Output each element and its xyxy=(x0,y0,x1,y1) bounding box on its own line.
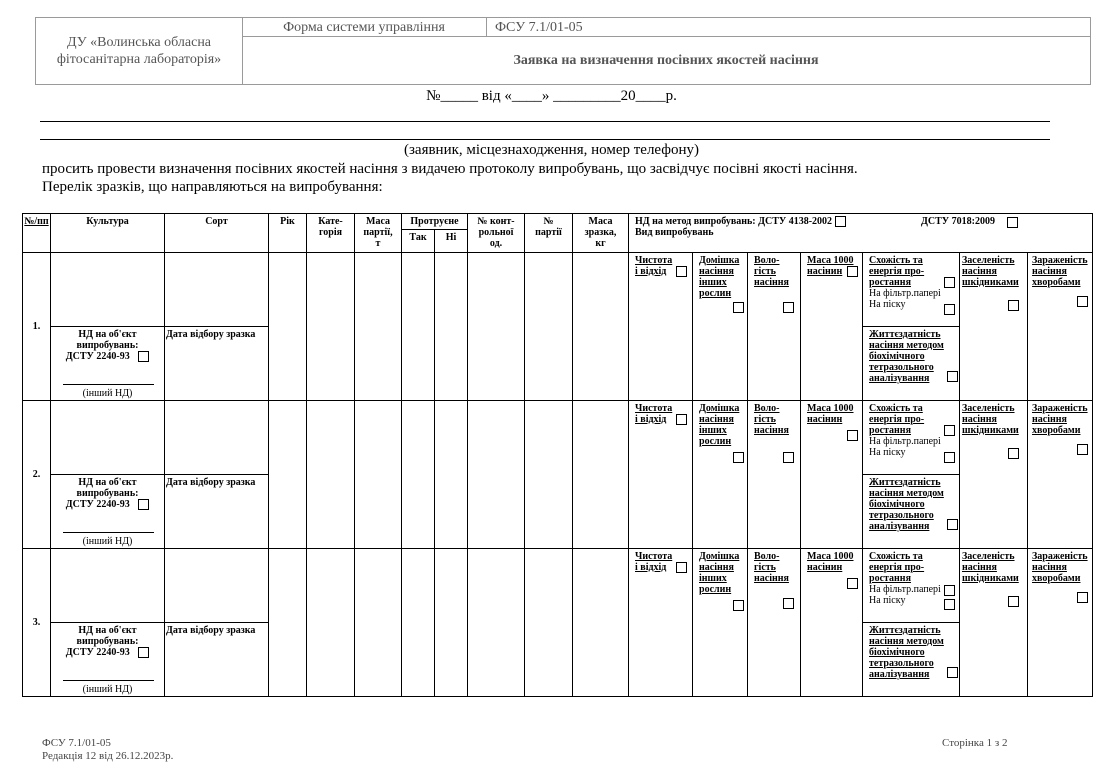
viability-checkbox[interactable] xyxy=(947,667,958,678)
test-diseases: Зараженість насіння хворобами xyxy=(1028,253,1093,401)
variety-cell[interactable] xyxy=(165,401,269,475)
samples-table xyxy=(22,213,1093,697)
test-viability: Життєздатність насіння методом біохімічного тетразольного аналізування xyxy=(863,475,960,549)
batch-mass-cell[interactable] xyxy=(355,253,402,401)
test-germination: Схожість та енергія про- ростання На фільтр.папері На піску xyxy=(863,253,960,327)
sample-mass-cell[interactable] xyxy=(573,401,629,549)
form-code: ФСУ 7.1/01-05 xyxy=(487,18,1090,37)
category-cell[interactable] xyxy=(307,549,355,697)
batch-mass-cell[interactable] xyxy=(355,549,402,697)
category-cell[interactable] xyxy=(307,253,355,401)
col-treated-no-header: Ні xyxy=(435,230,468,253)
admixture-checkbox[interactable] xyxy=(733,452,744,463)
col-variety-header: Сорт xyxy=(165,214,269,253)
col-number-header: №/пп xyxy=(23,214,51,253)
moisture-checkbox[interactable] xyxy=(783,302,794,313)
year-cell[interactable] xyxy=(269,549,307,697)
test-diseases: Зараженість насіння хворобами xyxy=(1028,401,1093,549)
test-pests: Заселеність насіння шкідниками xyxy=(960,549,1028,697)
sample-mass-cell[interactable] xyxy=(573,253,629,401)
test-admixture: Домішка насіння інших рослин xyxy=(693,253,748,401)
diseases-checkbox[interactable] xyxy=(1077,592,1088,603)
document-title: Заявка на визначення посівних якостей насіння xyxy=(513,52,819,68)
request-text: просить провести визначення посівних якостей насіння з видачею протоколу випробувань, що засвідчує посівні якості насіння. xyxy=(42,161,858,177)
variety-cell[interactable] xyxy=(165,253,269,327)
test-purity: Чистота і відхід xyxy=(629,253,693,401)
test-moisture: Воло- гість насіння xyxy=(748,253,801,401)
test-viability: Життєздатність насіння методом біохімічного тетразольного аналізування xyxy=(863,623,960,697)
pests-checkbox[interactable] xyxy=(1008,448,1019,459)
dstu-7018-checkbox[interactable] xyxy=(1007,217,1018,228)
culture-cell[interactable] xyxy=(51,401,165,475)
purity-checkbox[interactable] xyxy=(676,562,687,573)
treated-no-cell[interactable] xyxy=(435,401,468,549)
year-cell[interactable] xyxy=(269,253,307,401)
footer-edition: Редакція 12 від 26.12.2023р. xyxy=(42,750,174,762)
diseases-checkbox[interactable] xyxy=(1077,444,1088,455)
treated-yes-cell[interactable] xyxy=(402,401,435,549)
dstu-2240-checkbox[interactable] xyxy=(138,351,149,362)
germination-filter-checkbox[interactable] xyxy=(944,425,955,436)
diseases-checkbox[interactable] xyxy=(1077,296,1088,307)
sampling-date-cell[interactable]: Дата відбору зразка xyxy=(165,475,269,549)
sampling-date-cell[interactable]: Дата відбору зразка xyxy=(165,327,269,401)
test-moisture: Воло- гість насіння xyxy=(748,401,801,549)
test-admixture: Домішка насіння інших рослин xyxy=(693,549,748,697)
test-mass1000: Маса 1000 насінин xyxy=(801,549,863,697)
moisture-checkbox[interactable] xyxy=(783,452,794,463)
treated-yes-cell[interactable] xyxy=(402,549,435,697)
purity-checkbox[interactable] xyxy=(676,414,687,425)
batch-mass-cell[interactable] xyxy=(355,401,402,549)
moisture-checkbox[interactable] xyxy=(783,598,794,609)
test-purity: Чистота і відхід xyxy=(629,401,693,549)
mass1000-checkbox[interactable] xyxy=(847,430,858,441)
purity-checkbox[interactable] xyxy=(676,266,687,277)
row-number: 1. xyxy=(23,253,51,401)
sampling-date-cell[interactable]: Дата відбору зразка xyxy=(165,623,269,697)
form-label: Форма системи управління xyxy=(242,18,487,37)
germination-sand-checkbox[interactable] xyxy=(944,304,955,315)
test-pests: Заселеність насіння шкідниками xyxy=(960,401,1028,549)
batch-number-cell[interactable] xyxy=(525,401,573,549)
nd-object-cell: НД на об'єкт випробувань: ДСТУ 2240-93 (інший НД) xyxy=(51,327,165,401)
test-mass1000: Маса 1000 насінин xyxy=(801,401,863,549)
col-culture-header: Культура xyxy=(51,214,165,253)
col-treated-yes-header: Так xyxy=(402,230,435,253)
footer-code: ФСУ 7.1/01-05 xyxy=(42,737,111,749)
test-diseases: Зараженість насіння хворобами xyxy=(1028,549,1093,697)
col-year-header: Рік xyxy=(269,214,307,253)
col-batch-mass-header: Маса партії, т xyxy=(355,214,402,253)
col-batch-number-header: № партії xyxy=(525,214,573,253)
col-treated-header: Протруєне xyxy=(402,214,468,230)
variety-cell[interactable] xyxy=(165,549,269,623)
admixture-checkbox[interactable] xyxy=(733,302,744,313)
nd-object-cell: НД на об'єкт випробувань: ДСТУ 2240-93 (інший НД) xyxy=(51,623,165,697)
dstu-2240-checkbox[interactable] xyxy=(138,499,149,510)
organization-name: ДУ «Волинська обласна фітосанітарна лабораторія» xyxy=(36,18,243,84)
col-category-header: Кате- горія xyxy=(307,214,355,253)
viability-checkbox[interactable] xyxy=(947,371,958,382)
sample-mass-cell[interactable] xyxy=(573,549,629,697)
control-unit-cell[interactable] xyxy=(468,253,525,401)
test-germination: Схожість та енергія про- ростання На фільтр.папері На піску xyxy=(863,549,960,623)
col-sample-mass-header: Маса зразка, кг xyxy=(573,214,629,253)
test-purity: Чистота і відхід xyxy=(629,549,693,697)
treated-yes-cell[interactable] xyxy=(402,253,435,401)
germination-filter-checkbox[interactable] xyxy=(944,277,955,288)
test-moisture: Воло- гість насіння xyxy=(748,549,801,697)
applicant-caption: (заявник, місцезнаходження, номер телефону) xyxy=(403,142,700,158)
treated-no-cell[interactable] xyxy=(435,549,468,697)
germination-sand-checkbox[interactable] xyxy=(944,599,955,610)
applicant-line-2[interactable] xyxy=(40,139,1050,140)
row-number: 2. xyxy=(23,401,51,549)
list-caption: Перелік зразків, що направляються на випробування: xyxy=(42,179,383,195)
batch-number-cell[interactable] xyxy=(525,253,573,401)
nd-object-cell: НД на об'єкт випробувань: ДСТУ 2240-93 (інший НД) xyxy=(51,475,165,549)
dstu-2240-checkbox[interactable] xyxy=(138,647,149,658)
footer-page: Сторінка 1 з 2 xyxy=(942,737,1008,749)
germination-sand-checkbox[interactable] xyxy=(944,452,955,463)
pests-checkbox[interactable] xyxy=(1008,596,1019,607)
germination-filter-checkbox[interactable] xyxy=(944,585,955,596)
test-germination: Схожість та енергія про- ростання На фільтр.папері На піску xyxy=(863,401,960,475)
viability-checkbox[interactable] xyxy=(947,519,958,530)
treated-no-cell[interactable] xyxy=(435,253,468,401)
document-header xyxy=(35,17,1091,85)
category-cell[interactable] xyxy=(307,401,355,549)
footer-left xyxy=(42,737,173,763)
number-date-line[interactable]: №_____ від «____» _________20____р. xyxy=(426,88,677,104)
applicant-line-1[interactable] xyxy=(40,121,1050,122)
test-mass1000: Маса 1000 насінин xyxy=(801,253,863,401)
test-admixture: Домішка насіння інших рослин xyxy=(693,401,748,549)
test-viability: Життєздатність насіння методом біохімічного тетразольного аналізування xyxy=(863,327,960,401)
control-unit-cell[interactable] xyxy=(468,549,525,697)
test-pests: Заселеність насіння шкідниками xyxy=(960,253,1028,401)
year-cell[interactable] xyxy=(269,401,307,549)
dstu-4138-checkbox[interactable] xyxy=(835,216,846,227)
admixture-checkbox[interactable] xyxy=(733,600,744,611)
control-unit-cell[interactable] xyxy=(468,401,525,549)
col-control-unit-header: № конт- рольної од. xyxy=(468,214,525,253)
batch-number-cell[interactable] xyxy=(525,549,573,697)
pests-checkbox[interactable] xyxy=(1008,300,1019,311)
method-header: НД на метод випробувань: ДСТУ 4138-2002 ДСТУ 7018:2009 Вид випробувань xyxy=(629,214,1093,253)
row-number: 3. xyxy=(23,549,51,697)
culture-cell[interactable] xyxy=(51,253,165,327)
mass1000-checkbox[interactable] xyxy=(847,266,858,277)
culture-cell[interactable] xyxy=(51,549,165,623)
mass1000-checkbox[interactable] xyxy=(847,578,858,589)
